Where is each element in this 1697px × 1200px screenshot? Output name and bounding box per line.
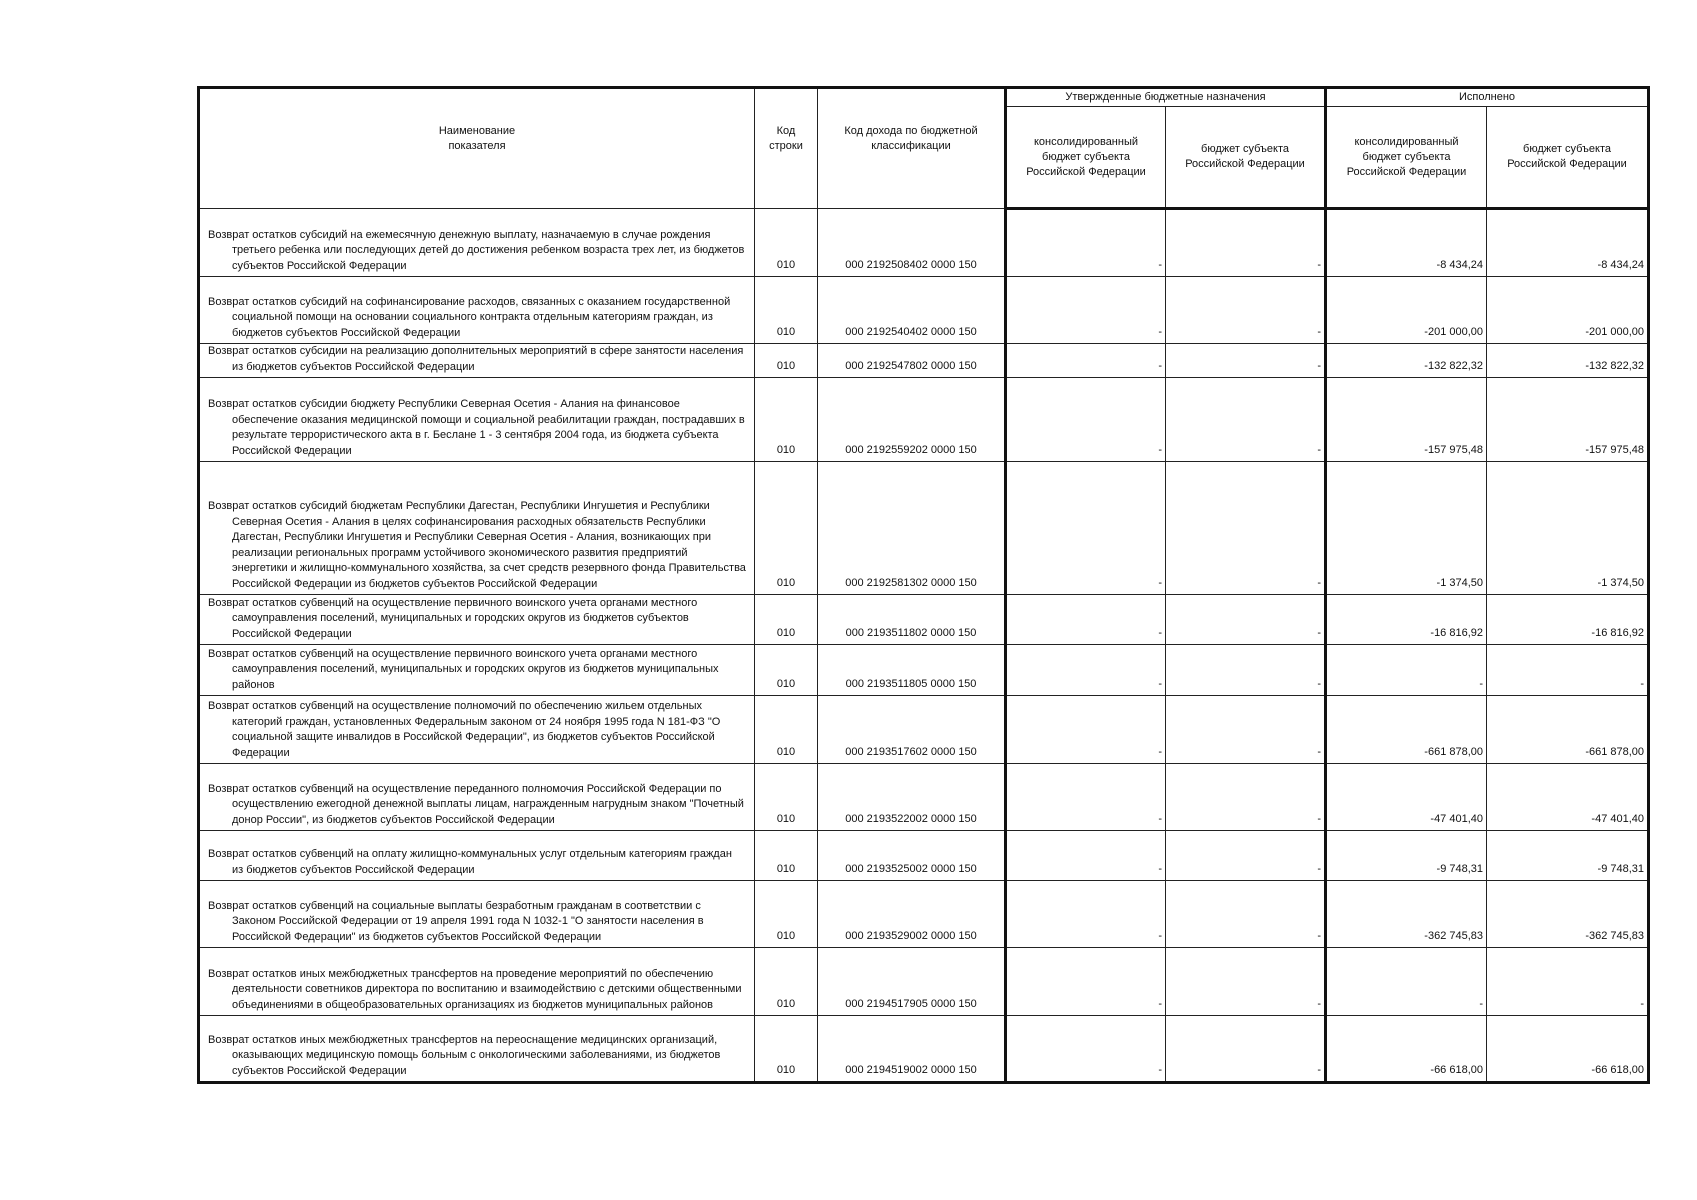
row-executed-subject-cell: -9 748,31 [1487,831,1649,881]
row-income-code-cell: 000 2193517602 0000 150 [818,696,1006,764]
row-approved-subject-cell: - [1166,595,1326,645]
row-executed-subject-cell: -1 374,50 [1487,462,1649,595]
row-approved-subject-cell: - [1166,344,1326,378]
row-approved-subject-cell: - [1166,209,1326,277]
row-income-code-cell: 000 2193511805 0000 150 [818,645,1006,696]
row-approved-consolidated-cell: - [1006,764,1166,831]
header-approved-subject: бюджет субъекта Российской Федерации [1166,107,1326,209]
header-row-top [199,88,1649,107]
header-executed-consolidated: консолидированный бюджет субъекта Российской Федерации [1326,107,1487,209]
row-name-cell: Возврат остатков субвенций на осуществление первичного воинского учета органами местного самоуправления поселений, муниципальных и городских округов из бюджетов субъектов Российской Федерации [199,595,755,645]
header-income-code: Код дохода по бюджетной классификации [818,88,1006,209]
row-executed-subject-cell: -201 000,00 [1487,277,1649,344]
table-row [199,344,1649,378]
row-line-code-cell: 010 [755,696,818,764]
row-approved-subject-cell: - [1166,1016,1326,1083]
row-income-code-cell: 000 2192508402 0000 150 [818,209,1006,277]
row-name-cell: Возврат остатков субсидий на ежемесячную денежную выплату, назначаемую в случае рождения третьего ребенка или последующих детей до достижения ребенком возраста трех лет, из бюджетов субъектов Российской Федерации [199,209,755,277]
row-name-cell: Возврат остатков субвенций на осуществление полномочий по обеспечению жильем отдельных категорий граждан, установленных Федеральным законом от 24 ноября 1995 года N 181-ФЗ "О социальной защите инвалидов в Российской Федерации", из бюджетов субъектов Российской Федерации [199,696,755,764]
row-name-cell: Возврат остатков субсидии на реализацию дополнительных мероприятий в сфере занятости населения из бюджетов субъектов Российской Федерации [199,344,755,378]
row-executed-consolidated-cell: - [1326,645,1487,696]
table-row [199,764,1649,831]
header-name: Наименование показателя [199,88,755,209]
row-executed-subject-cell: -8 434,24 [1487,209,1649,277]
row-line-code-cell: 010 [755,1016,818,1083]
row-executed-consolidated-cell: -9 748,31 [1326,831,1487,881]
row-executed-consolidated-cell: -362 745,83 [1326,881,1487,948]
row-income-code-cell: 000 2192559202 0000 150 [818,378,1006,462]
row-line-code-cell: 010 [755,831,818,881]
row-executed-subject-cell: - [1487,948,1649,1016]
table-row [199,645,1649,696]
row-executed-consolidated-cell: -201 000,00 [1326,277,1487,344]
row-approved-consolidated-cell: - [1006,948,1166,1016]
row-approved-subject-cell: - [1166,764,1326,831]
row-approved-consolidated-cell: - [1006,344,1166,378]
row-line-code-cell: 010 [755,209,818,277]
row-approved-consolidated-cell: - [1006,831,1166,881]
row-executed-subject-cell: -66 618,00 [1487,1016,1649,1083]
row-name-cell: Возврат остатков субсидии бюджету Республики Северная Осетия - Алания на финансовое обеспечение оказания медицинской помощи и социальной реабилитации граждан, пострадавших в результате террористического акта в г. Беслане 1 - 3 сентября 2004 года, из бюджета субъекта Российской Федерации [199,378,755,462]
row-name-cell: Возврат остатков субвенций на социальные выплаты безработным гражданам в соответствии с Законом Российской Федерации от 19 апреля 1991 года N 1032-1 "О занятости населения в Российской Федерации" из бюджетов субъектов Российской Федерации [199,881,755,948]
row-line-code-cell: 010 [755,881,818,948]
row-income-code-cell: 000 2192540402 0000 150 [818,277,1006,344]
row-executed-consolidated-cell: -132 822,32 [1326,344,1487,378]
row-line-code-cell: 010 [755,344,818,378]
row-approved-subject-cell: - [1166,831,1326,881]
row-income-code-cell: 000 2193511802 0000 150 [818,595,1006,645]
row-name-cell: Возврат остатков субвенций на оплату жилищно-коммунальных услуг отдельным категориям граждан из бюджетов субъектов Российской Федерации [199,831,755,881]
row-income-code-cell: 000 2192581302 0000 150 [818,462,1006,595]
header-approved-consolidated: консолидированный бюджет субъекта Российской Федерации [1006,107,1166,209]
row-approved-consolidated-cell: - [1006,1016,1166,1083]
header-group-approved: Утвержденные бюджетные назначения [1006,88,1326,107]
row-income-code-cell: 000 2194517905 0000 150 [818,948,1006,1016]
table-row [199,696,1649,764]
row-income-code-cell: 000 2193522002 0000 150 [818,764,1006,831]
row-executed-consolidated-cell: -66 618,00 [1326,1016,1487,1083]
row-executed-subject-cell: - [1487,645,1649,696]
row-income-code-cell: 000 2194519002 0000 150 [818,1016,1006,1083]
row-executed-consolidated-cell: -16 816,92 [1326,595,1487,645]
row-approved-consolidated-cell: - [1006,696,1166,764]
row-executed-consolidated-cell: -47 401,40 [1326,764,1487,831]
row-line-code-cell: 010 [755,462,818,595]
row-approved-subject-cell: - [1166,696,1326,764]
row-approved-subject-cell: - [1166,645,1326,696]
row-name-cell: Возврат остатков субвенций на осуществление первичного воинского учета органами местного самоуправления поселений, муниципальных и городских округов из бюджетов муниципальных районов [199,645,755,696]
row-approved-subject-cell: - [1166,881,1326,948]
row-name-cell: Возврат остатков субсидий на софинансирование расходов, связанных с оказанием государственной социальной помощи на основании социального контракта отдельным категориям граждан, из бюджетов субъектов Российской Федерации [199,277,755,344]
row-line-code-cell: 010 [755,645,818,696]
row-approved-consolidated-cell: - [1006,378,1166,462]
row-approved-subject-cell: - [1166,277,1326,344]
table-row [199,209,1649,277]
row-approved-consolidated-cell: - [1006,277,1166,344]
row-income-code-cell: 000 2192547802 0000 150 [818,344,1006,378]
header-row-code: Код строки [755,88,818,209]
row-approved-consolidated-cell: - [1006,209,1166,277]
table-row [199,462,1649,595]
row-approved-consolidated-cell: - [1006,462,1166,595]
table-row [199,277,1649,344]
row-name-cell: Возврат остатков субсидий бюджетам Республики Дагестан, Республики Ингушетия и Республики Северная Осетия - Алания в целях софинансирования расходных обязательств Республики Дагестан, Республики Ингушетия и Республики Северная Осетия - Алания, возникающих при реализации региональных программ устойчивого экономического развития предприятий энергетики и жилищно-коммунального хозяйства, за счет средств резервного фонда Правительства Российской Федерации из бюджетов субъектов Российской Федерации [199,462,755,595]
row-income-code-cell: 000 2193525002 0000 150 [818,831,1006,881]
row-executed-subject-cell: -661 878,00 [1487,696,1649,764]
row-executed-subject-cell: -157 975,48 [1487,378,1649,462]
row-income-code-cell: 000 2193529002 0000 150 [818,881,1006,948]
row-approved-subject-cell: - [1166,378,1326,462]
table-row [199,378,1649,462]
row-name-cell: Возврат остатков иных межбюджетных трансфертов на проведение мероприятий по обеспечению деятельности советников директора по воспитанию и взаимодействию с детскими общественными объединениями в общеобразовательных организациях из бюджетов муниципальных районов [199,948,755,1016]
header-group-executed: Исполнено [1326,88,1649,107]
row-approved-subject-cell: - [1166,462,1326,595]
row-approved-consolidated-cell: - [1006,595,1166,645]
row-approved-consolidated-cell: - [1006,645,1166,696]
row-executed-consolidated-cell: -157 975,48 [1326,378,1487,462]
budget-report-table [197,86,1650,1084]
row-line-code-cell: 010 [755,595,818,645]
row-name-cell: Возврат остатков субвенций на осуществление переданного полномочия Российской Федерации по осуществлению ежегодной денежной выплаты лицам, награжденным нагрудным знаком "Почетный донор России", из бюджетов субъектов Российской Федерации [199,764,755,831]
row-approved-consolidated-cell: - [1006,881,1166,948]
table-row [199,831,1649,881]
row-executed-subject-cell: -362 745,83 [1487,881,1649,948]
row-approved-subject-cell: - [1166,948,1326,1016]
row-name-cell: Возврат остатков иных межбюджетных трансфертов на переоснащение медицинских организаций, оказывающих медицинскую помощь больным с онкологическими заболеваниями, из бюджетов субъектов Российской Федерации [199,1016,755,1083]
row-executed-consolidated-cell: -1 374,50 [1326,462,1487,595]
row-executed-subject-cell: -16 816,92 [1487,595,1649,645]
header-executed-subject: бюджет субъекта Российской Федерации [1487,107,1649,209]
row-executed-consolidated-cell: - [1326,948,1487,1016]
table-row [199,948,1649,1016]
row-executed-subject-cell: -132 822,32 [1487,344,1649,378]
row-executed-consolidated-cell: -661 878,00 [1326,696,1487,764]
row-executed-consolidated-cell: -8 434,24 [1326,209,1487,277]
row-line-code-cell: 010 [755,378,818,462]
table-row [199,881,1649,948]
row-line-code-cell: 010 [755,277,818,344]
table-body [199,209,1649,1083]
table-row [199,1016,1649,1083]
row-executed-subject-cell: -47 401,40 [1487,764,1649,831]
row-line-code-cell: 010 [755,948,818,1016]
table-row [199,595,1649,645]
row-line-code-cell: 010 [755,764,818,831]
